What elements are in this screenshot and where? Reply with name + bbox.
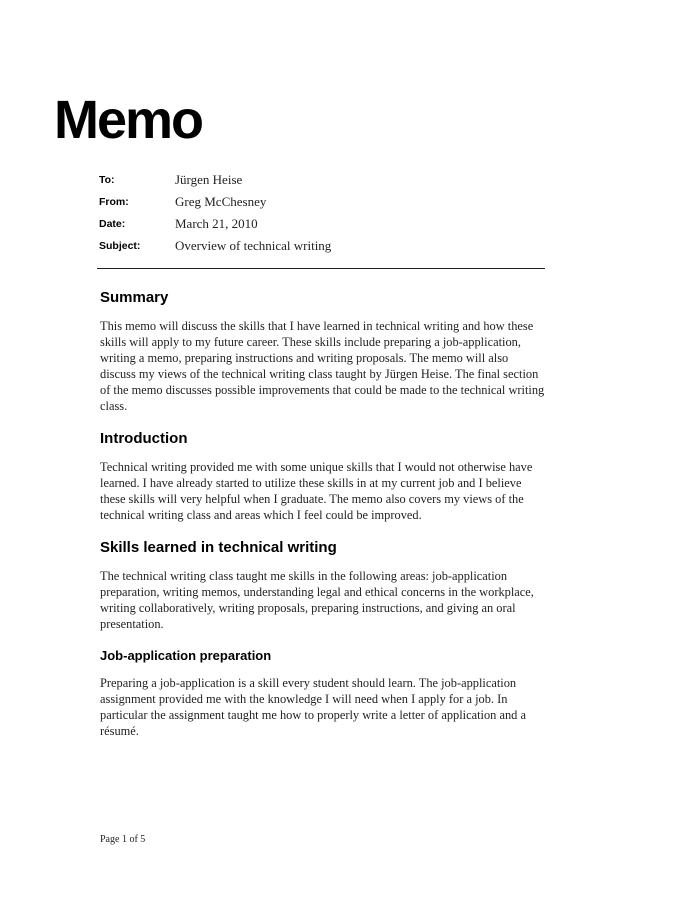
date-label: Date: bbox=[99, 218, 126, 230]
from-value: Greg McChesney bbox=[175, 194, 267, 209]
job-application-paragraph: Preparing a job-application is a skill every student should learn. The job-application assignment provided me with the knowledge I will need when I apply for a job. In particular the assignment taught me how to properly write a letter of application and a résumé. bbox=[100, 676, 526, 738]
skills-heading: Skills learned in technical writing bbox=[100, 539, 337, 556]
to-value: Jürgen Heise bbox=[175, 172, 243, 187]
summary-heading: Summary bbox=[100, 289, 169, 306]
introduction-paragraph: Technical writing provided me with some unique skills that I would not otherwise have learned. I have already started to utilize these skills in at my current job and I believe these skills will very helpful when I graduate. The memo also covers my views of the technical writing class and areas which I feel could be improved. bbox=[100, 460, 533, 522]
introduction-heading: Introduction bbox=[100, 430, 188, 447]
page-number: Page 1 of 5 bbox=[100, 834, 146, 845]
job-application-heading: Job-application preparation bbox=[100, 648, 272, 663]
subject-label: Subject: bbox=[99, 240, 141, 252]
from-label: From: bbox=[99, 196, 129, 208]
memo-header bbox=[99, 169, 331, 257]
to-label: To: bbox=[99, 174, 115, 186]
summary-paragraph: This memo will discuss the skills that I have learned in technical writing and how these skills will apply to my future career. These skills include preparing a job-application, writing a memo, preparing instructions and writing proposals. The memo will also discuss my views of the technical writing class taught by Jürgen Heise. The final section of the memo discusses possible improvements that could be made to the technical writing class. bbox=[100, 319, 545, 413]
subject-row bbox=[99, 235, 331, 257]
memo-body bbox=[100, 288, 545, 754]
from-row bbox=[99, 191, 331, 213]
subject-value: Overview of technical writing bbox=[175, 238, 332, 253]
date-row bbox=[99, 213, 331, 235]
to-row bbox=[99, 169, 331, 191]
memo-title: Memo bbox=[54, 90, 203, 150]
date-value: March 21, 2010 bbox=[175, 216, 258, 231]
header-divider bbox=[97, 268, 545, 269]
skills-paragraph: The technical writing class taught me skills in the following areas: job-application preparation, writing memos, understanding legal and ethical concerns in the workplace, writing collaboratively, writing proposals, preparing instructions, and giving an oral presentation. bbox=[100, 569, 534, 631]
